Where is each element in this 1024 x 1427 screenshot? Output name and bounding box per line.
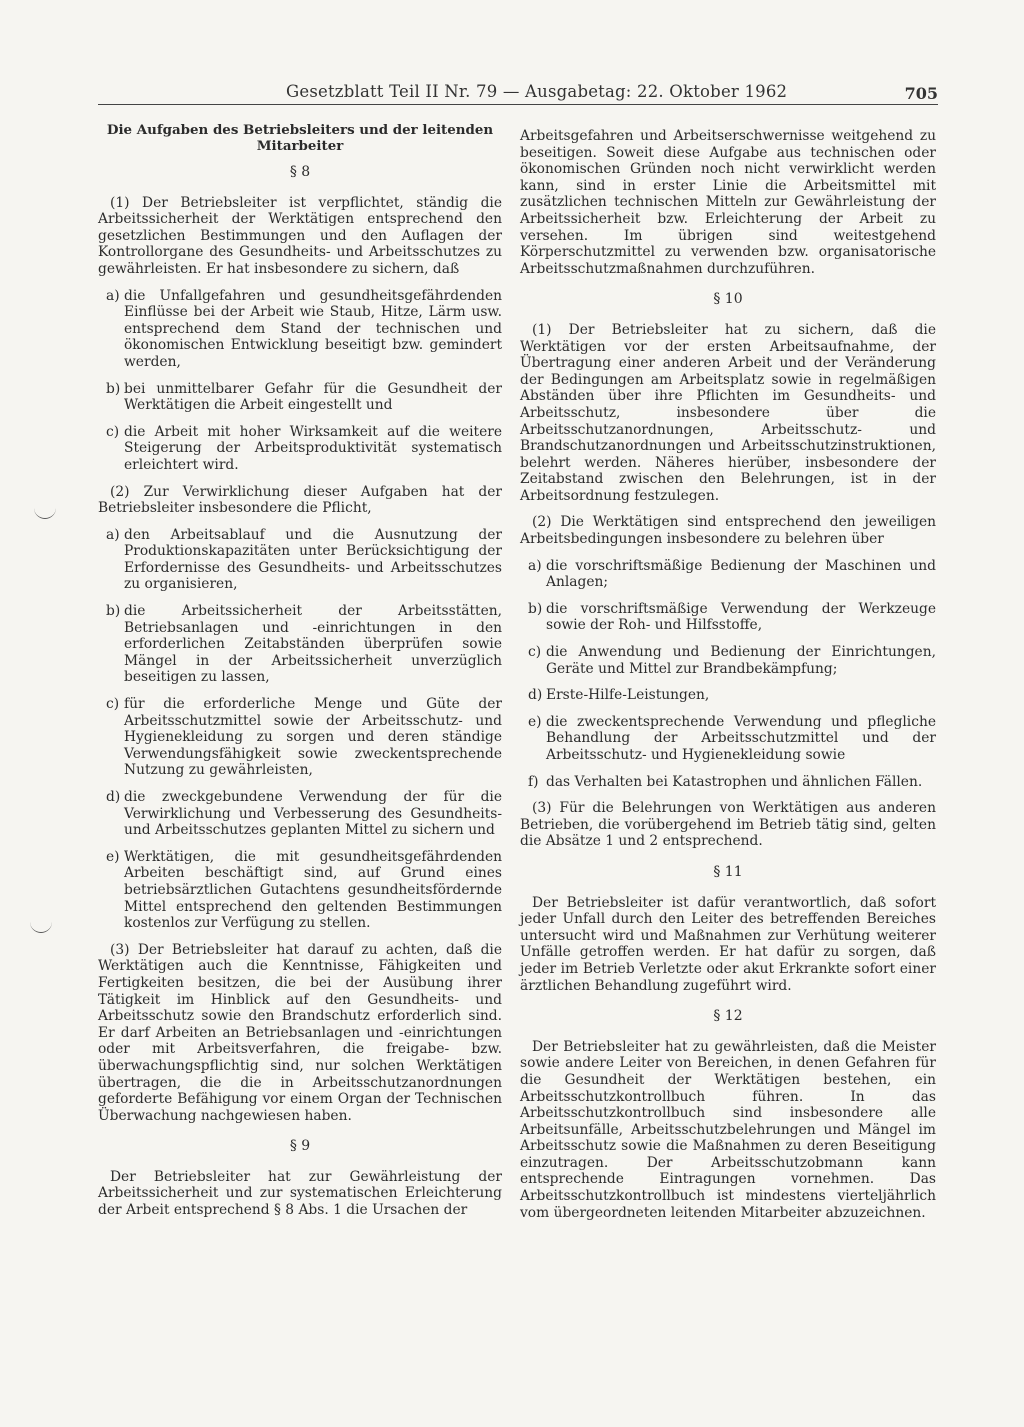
page-number: 705 [904,84,938,103]
list-text: das Verhalten bei Katastrophen und ähnlichen Fällen. [546,773,923,790]
list-item [106,696,502,779]
list-text: die Arbeitssicherheit der Arbeitsstätten, Betriebsanlagen und -einrichtungen in den erforderlichen Zeitabständen überprüfen sowie Mängel in der Arbeitssicherheit unverzüglich beseitigen zu lassen, [124,603,502,686]
list-item [106,424,502,474]
paragraph-heading-9: § 9 [289,1138,311,1155]
list-text: die zweckentsprechende Verwendung und pflegliche Behandlung der Arbeitsschutzmittel und der Arbeitsschutz- und Hygienekleidung sowie [546,713,936,763]
list-text: die vorschriftsmäßige Bedienung der Maschinen und Anlagen; [546,557,936,591]
page-header [98,82,938,104]
header-title: Gesetzblatt Teil II Nr. 79 — Ausgabetag: 22. Oktober 1962 [286,82,788,101]
list-text: Erste-Hilfe-Leistungen, [546,687,710,704]
paragraph-11: Der Betriebsleiter ist dafür verantwortlich, daß sofort jeder Unfall durch den Leiter des betreffenden Bereiches untersucht wird und Maßnahmen zur Verhütung weiterer Unfälle getroffen werden. Er hat dafür zu sorgen, daß jeder im Betrieb Verletzte oder akut Erkrankte sofort einer ärztlichen Behandlung zugeführt wird. [520,894,936,994]
list-item [528,558,936,591]
list-text: Werktätigen, die mit gesundheitsgefährdenden Arbeiten beschäftigt sind, auf Grund eines betriebsärztlichen Gutachtens gesundheitsfördernde Mittel entsprechend den geltenden Bestimmungen kostenlos zur Verfügung zu stellen. [124,848,502,932]
list-label: e) [106,848,120,865]
list-label: e) [528,713,542,730]
list-text: für die erforderliche Menge und Güte der Arbeitsschutzmittel sowie der Arbeitsschutz- und Hygienekleidung zu sorgen und deren ständige Verwendungsfähigkeit sowie zweckentsprechende Nutzung zu gewährleisten, [124,696,502,779]
list-label: a) [106,287,120,304]
list-text: die vorschriftsmäßige Verwendung der Werkzeuge sowie der Roh- und Hilfsstoffe, [546,600,936,634]
list-item [528,644,936,677]
list-text: den Arbeitsablauf und die Ausnutzung der Produktionskapazitäten unter Berücksichtigung der Erfordernisse des Gesundheits- und Arbeitsschutzes zu organisieren, [124,526,502,593]
margin-mark [34,508,56,519]
section-title: Die Aufgaben des Betriebsleiters und der leitenden Mitarbeiter [106,122,494,154]
paragraph-10-2: (2) Die Werktätigen sind entsprechend den jeweiligen Arbeitsbedingungen insbesondere zu belehren über [520,514,936,548]
list-label: a) [528,557,542,574]
header-rule [98,104,938,105]
list-item [528,601,936,634]
list-label: b) [106,380,121,397]
list-text: die Arbeit mit hoher Wirksamkeit auf die weitere Steigerung der Arbeitsproduktivität systematisch erleichtert wird. [124,423,502,473]
paragraph-8-3: (3) Der Betriebsleiter hat darauf zu achten, daß die Werktätigen auch die Kenntnisse, Fähigkeiten und Fertigkeiten besitzen, die bei der Ausübung ihrer Tätigkeit im Hinblick auf den Gesundheits- und Arbeitsschutz sowie den Brandschutz erforderlich sind. Er darf Arbeiten an Betriebsanlagen und -einrichtungen oder mit Arbeitsverfahren, die freigabe- bzw. überwachungspflichtig sind, nur solchen Werktätigen übertragen, die die in Arbeitsschutzanordnungen geforderte Befähigung vor einem Organ der Technischen Überwachung nachgewiesen haben. [98,941,502,1124]
paragraph-heading-8: § 8 [289,164,311,180]
list-item [528,687,936,704]
paragraph-heading-12: § 12 [713,1008,743,1025]
paragraph-9: Der Betriebsleiter hat zur Gewährleistung der Arbeitssicherheit und zur systematischen Erleichterung der Arbeit entsprechend § 8 Abs. 1 die Ursachen der [98,1168,502,1219]
list-label: b) [528,600,543,617]
list-label: c) [528,644,542,661]
list-item [528,714,936,764]
margin-mark [30,922,52,933]
list-item [106,789,502,839]
list-label: f) [528,773,539,790]
list-label: c) [106,696,120,713]
paragraph-9-continued: Arbeitsgefahren und Arbeitserschwernisse weitgehend zu beseitigen. Soweit diese Aufgabe aus technischen oder ökonomischen Gründen noch nicht verwirklicht werden kann, sind in erster Linie die Arbeitsmittel mit zusätzlichen technischen Mitteln zur Gewährleistung der Arbeitssicherheit bzw. Erleichterung der Arbeit zu versehen. Im übrigen sind weitestgehend Körperschutzmittel zu verwenden bzw. organisatorische Arbeitsschutzmaßnahmen durchzuführen. [520,128,936,277]
list-item [106,849,502,932]
list-text: die zweckgebundene Verwendung der für die Verwirklichung und Verbesserung des Gesundheits- und Arbeitsschutzes geplanten Mittel zu sichern und [124,789,502,839]
paragraph-10-3: (3) Für die Belehrungen von Werktätigen aus anderen Betrieben, die vorübergehend im Betrieb tätig sind, gelten die Absätze 1 und 2 entsprechend. [520,800,936,850]
list-item [106,288,502,371]
list-label: b) [106,603,121,620]
list-label: a) [106,526,120,543]
paragraph-10-1: (1) Der Betriebsleiter hat zu sichern, daß die Werktätigen vor der ersten Arbeitsaufnahme, der Übertragung einer anderen Arbeit und der Veränderung der Bedingungen am Arbeitsplatz sowie in regelmäßigen Abständen über ihre Pflichten im Gesundheits- und Arbeitsschutz, insbesondere über die Arbeitsschutzanordnungen, Arbeitsschutz- und Brandschutzanordnungen und Arbeitsschutzinstruktionen, belehrt werden. Näheres hierüber, insbesondere der Zeitabstand zwischen den Belehrungen, ist in der Arbeitsordnung festzulegen. [520,321,936,504]
list-item [106,381,502,414]
paragraph-12: Der Betriebsleiter hat zu gewährleisten, daß die Meister sowie andere Leiter von Bereichen, in denen Gefahren für die Gesundheit der Werktätigen bestehen, ein Arbeitsschutzkontrollbuch führen. In das Arbeitsschutzkontrollbuch sind insbesondere alle Arbeitsunfälle, Arbeitsschutzbelehrungen und Mängel im Arbeitsschutz sowie die Maßnahmen zu deren Beseitigung einzutragen. Der Arbeitsschutzobmann kann entsprechende Eintragungen vornehmen. Das Arbeitsschutzkontrollbuch ist mindestens vierteljährlich vom übergeordneten leitenden Mitarbeiter abzuzeichnen. [520,1038,936,1221]
paragraph-heading-10: § 10 [713,291,743,308]
list-label: c) [106,423,120,440]
list-text: die Unfallgefahren und gesundheitsgefährdenden Einflüsse bei der Arbeit wie Staub, Hitze, Lärm usw. entsprechend dem Stand der technischen und ökonomischen Entwicklung beseitigt bzw. gemindert werden, [124,287,502,370]
paragraph-heading-11: § 11 [713,863,743,880]
paragraph-8-2: (2) Zur Verwirklichung dieser Aufgaben hat der Betriebsleiter insbesondere die Pflicht, [98,483,502,517]
list-item [106,603,502,686]
list-item [106,527,502,593]
paragraph-8-1: (1) Der Betriebsleiter ist verpflichtet, ständig die Arbeitssicherheit der Werktätigen entsprechend den gesetzlichen Bestimmungen und den Auflagen der Kontrollorgane des Gesundheits- und Arbeitsschutzes zu gewährleisten. Er hat insbesondere zu sichern, daß [98,194,502,277]
left-column [98,118,502,1229]
list-text: die Anwendung und Bedienung der Einrichtungen, Geräte und Mittel zur Brandbekämpfung; [546,644,936,677]
list-label: d) [528,687,543,704]
list-label: d) [106,789,121,805]
right-column [520,128,936,1231]
list-text: bei unmittelbarer Gefahr für die Gesundheit der Werktätigen die Arbeit eingestellt und [124,380,502,414]
list-item [528,774,936,791]
